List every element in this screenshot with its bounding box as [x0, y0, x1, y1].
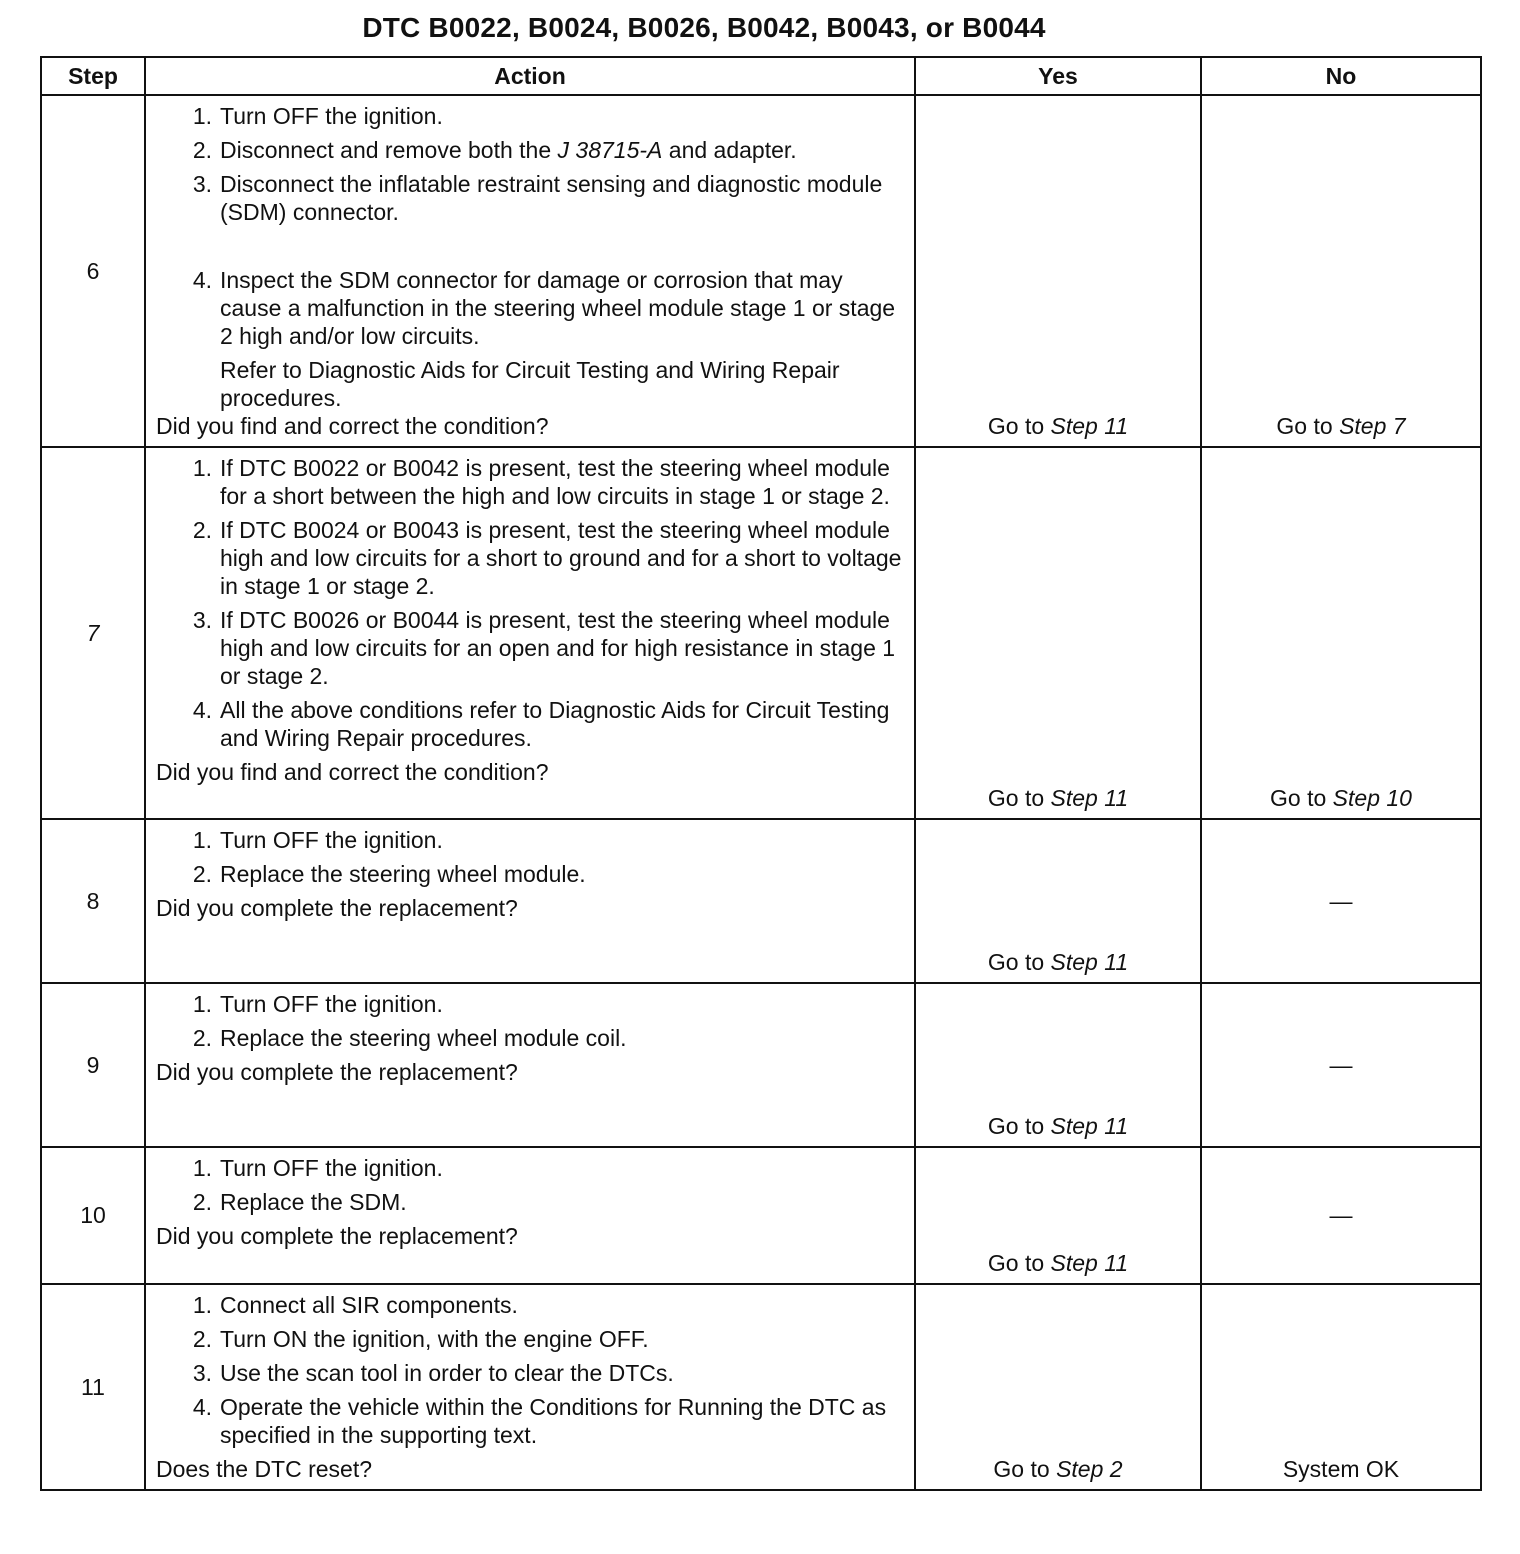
- table-row: [41, 1147, 1481, 1284]
- list-item: 3. Disconnect the inflatable restraint sensing and diagnostic module (SDM) connector.: [192, 171, 883, 225]
- step-link: Step 7: [1339, 413, 1406, 439]
- list-item: 2. Disconnect and remove both the J 38715-A and adapter.: [192, 137, 797, 163]
- no-cell: Go to Step 7: [1201, 95, 1481, 447]
- list-item: 3. Use the scan tool in order to clear the DTCs.: [192, 1360, 674, 1386]
- yes-cell: Go to Step 11: [915, 983, 1201, 1147]
- diagnostic-table: [40, 56, 1482, 1491]
- list-item: 1. Turn OFF the ignition.: [192, 1155, 443, 1181]
- table-row: [41, 983, 1481, 1147]
- action-cell: [145, 983, 915, 1147]
- list-item: 2. Replace the steering wheel module coil.: [192, 1025, 627, 1051]
- step-link: Step 11: [1050, 785, 1129, 811]
- list-item: 1. Turn OFF the ignition.: [192, 827, 443, 853]
- yes-cell: Go to Step 11: [915, 819, 1201, 983]
- step-number: 6: [41, 95, 145, 447]
- list-item: 2. Replace the steering wheel module.: [192, 861, 586, 887]
- list-item: 2. Replace the SDM.: [192, 1189, 407, 1215]
- list-item: 2. If DTC B0024 or B0043 is present, test the steering wheel module high and low circuits for a short to ground and for a short to voltage in stage 1 or stage 2.: [192, 517, 902, 599]
- question-text: Did you complete the replacement?: [156, 1223, 518, 1249]
- step-link: Step 11: [1050, 1113, 1129, 1139]
- action-cell: [145, 447, 915, 819]
- step-number: 11: [41, 1284, 145, 1490]
- step-link: Step 10: [1332, 785, 1412, 811]
- yes-cell: Go to Step 11: [915, 1147, 1201, 1284]
- question-text: Did you find and correct the condition?: [156, 413, 549, 439]
- step-number: 8: [41, 819, 145, 983]
- list-item: 3. If DTC B0026 or B0044 is present, test the steering wheel module high and low circuits for an open and for high resistance in stage 1 or stage 2.: [192, 607, 896, 689]
- action-cell: [145, 819, 915, 983]
- no-cell: —: [1201, 1147, 1481, 1284]
- reference-note: Refer to Diagnostic Aids for Circuit Testing and Wiring Repair procedures.: [220, 357, 840, 411]
- action-list: [156, 454, 904, 758]
- header-step: Step: [41, 57, 145, 95]
- list-item: 2. Turn ON the ignition, with the engine OFF.: [192, 1326, 649, 1352]
- action-list: [156, 1291, 904, 1455]
- action-list: [156, 826, 904, 894]
- table-row: [41, 95, 1481, 447]
- yes-cell: Go to Step 11: [915, 95, 1201, 447]
- step-link: Step 2: [1056, 1456, 1123, 1482]
- list-item: 1. Turn OFF the ignition.: [192, 991, 443, 1017]
- header-no: No: [1201, 57, 1481, 95]
- step-link: Step 11: [1050, 949, 1129, 975]
- list-item: 4. Operate the vehicle within the Conditions for Running the DTC as specified in the supporting text.: [192, 1394, 887, 1448]
- action-cell: [145, 1147, 915, 1284]
- question-text: Did you find and correct the condition?: [156, 759, 549, 785]
- table-row: [41, 819, 1481, 983]
- step-number: 10: [41, 1147, 145, 1284]
- no-cell: Go to Step 10: [1201, 447, 1481, 819]
- step-link: Step 11: [1050, 413, 1129, 439]
- list-item: 1. If DTC B0022 or B0042 is present, test the steering wheel module for a short between the high and low circuits in stage 1 or stage 2.: [192, 455, 890, 509]
- no-cell: System OK: [1201, 1284, 1481, 1490]
- header-yes: Yes: [915, 57, 1201, 95]
- list-item: 1. Connect all SIR components.: [192, 1292, 518, 1318]
- question-text: Did you complete the replacement?: [156, 1059, 518, 1085]
- step-number: 7: [41, 447, 145, 819]
- action-list: [156, 1154, 904, 1222]
- question-text: Did you complete the replacement?: [156, 895, 518, 921]
- action-cell: [145, 95, 915, 447]
- list-item: 4. All the above conditions refer to Diagnostic Aids for Circuit Testing and Wiring Repair procedures.: [192, 697, 890, 751]
- step-link: Step 11: [1050, 1250, 1129, 1276]
- no-cell: —: [1201, 819, 1481, 983]
- table-row: [41, 1284, 1481, 1490]
- yes-cell: Go to Step 11: [915, 447, 1201, 819]
- action-list: [156, 990, 904, 1058]
- table-header-row: [41, 57, 1481, 95]
- list-item: 4. Inspect the SDM connector for damage or corrosion that may cause a malfunction in the steering wheel module stage 1 or stage 2 high and/or low circuits.: [192, 267, 896, 349]
- document-title: DTC B0022, B0024, B0026, B0042, B0043, or B0044: [362, 12, 1046, 43]
- no-cell: —: [1201, 983, 1481, 1147]
- header-action: Action: [145, 57, 915, 95]
- question-text: Does the DTC reset?: [156, 1456, 373, 1482]
- yes-cell: Go to Step 2: [915, 1284, 1201, 1490]
- action-list: [156, 102, 904, 356]
- tool-reference: J 38715-A: [557, 137, 663, 163]
- step-number: 9: [41, 983, 145, 1147]
- list-item: 1. Turn OFF the ignition.: [192, 103, 443, 129]
- action-cell: [145, 1284, 915, 1490]
- table-row: [41, 447, 1481, 819]
